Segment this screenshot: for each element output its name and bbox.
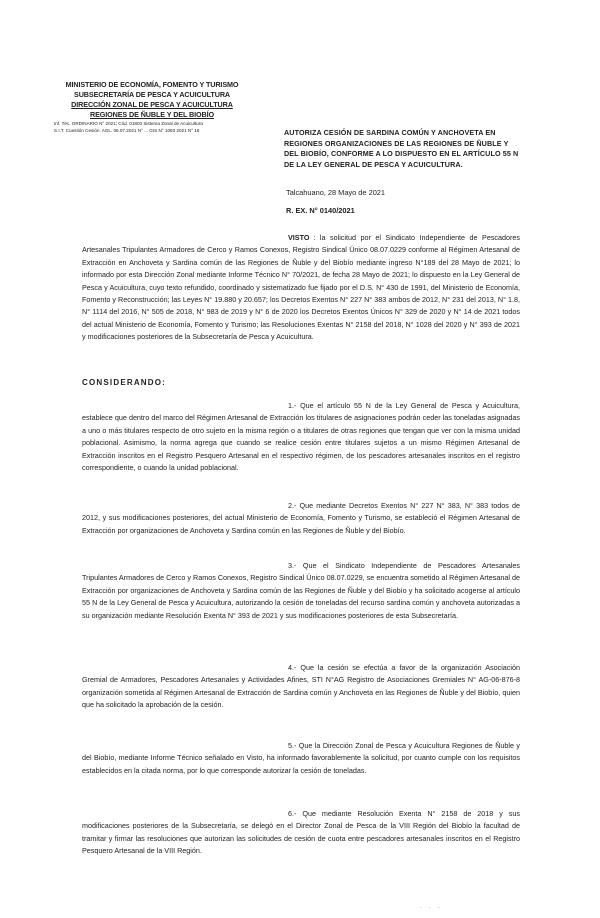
ministry-line: MINISTERIO DE ECONOMÍA, FOMENTO Y TURISMO bbox=[65, 80, 239, 89]
regiones-line: REGIONES DE ÑUBLE Y DEL BIOBÍO bbox=[89, 110, 214, 119]
considerando-paragraph-2: 2.- Que mediante Decretos Exentos N° 227 N° 383, N° 383 todos de 2012, y sus modificaciones posteriores, del actual Ministerio de Economía, Fomento y Turismo, se estableció el Régimen Artesanal de Extracción por organizaciones de Anchoveta y Sardina común en las Regiones de Ñuble y del Biobío. bbox=[82, 501, 520, 535]
considerando-paragraph-1: 1.- Que el artículo 55 N de la Ley General de Pesca y Acuicultura, establece que dentro del marco del Régimen Artesanal de Extracción los titulares de asignaciones podrán ceder las toneladas asignadas a uno o más titulares respecto de otro sujeto en la misma región o a titulares de otras regiones que tengan que ver con la misma unidad poblacional. Asimismo, la norma agrega que cuando se realice cesión entre titulares sujetos a un mismo Régimen Artesanal de Extracción inscritos en el Registro Pesquero Artesanal en el respectivo régimen, de los pescadores artesanales inscritos en el registro correspondiente, o cuando la unidad poblacional. bbox=[82, 401, 520, 473]
visto-label: VISTO bbox=[288, 233, 310, 242]
reference-line-2: S.I.T. Cuestión Cesión. AGL. 06.07.2021 N° ... GIS N° 1093 2021 N° 16 bbox=[54, 128, 200, 133]
resolution-number: R. EX. N° 0140/2021 bbox=[286, 206, 355, 215]
subsecretaria-line: SUBSECRETARÍA DE PESCA Y ACUICULTURA bbox=[74, 90, 230, 99]
considerando-paragraph-3: 3.- Que el Sindicato Independiente de Pescadores Artesanales Tripulantes Armadores de Cerco y Ramos Conexos, Registro Sindical Único 08.07.0229, se encuentra sometido al Régimen Artesanal de Extracción por organizaciones de Anchoveta y Sardina común de las Regiones de Ñuble y del Biobío y ha solicitado acogerse al artículo 55 N de la Ley General de Pesca y Acuicultura, autorizando la cesión de toneladas del recurso sardina común y anchoveta autorizadas a su organización mediante Resolución Exenta N° 393 de 2021 y sus modificaciones posteriores de esta Subsecretaría. bbox=[82, 561, 520, 620]
page-footer-marks: · · · bbox=[420, 905, 443, 911]
date-line: Talcahuano, 28 Mayo de 2021 bbox=[286, 188, 386, 197]
direccion-zonal-line: DIRECCIÓN ZONAL DE PESCA Y ACUICULTURA bbox=[71, 100, 233, 109]
visto-text: : la solicitud por el Sindicato Independiente de Pescadores Artesanales Tripulantes Armadores de Cerco y Ramos Conexos, Registro Sindical Único 08.07.0229 conforme al Régimen Artesanal de Extracción en Anchoveta y Sardina común de las Regiones de Ñuble y del Biobío mediante ingreso N°189 del 28 Mayo de 2021; lo informado por esta Dirección Zonal mediante Informe Técnico N° 70/2021, de fecha 28 Mayo de 2021; lo dispuesto en la Ley General de Pesca y Acuicultura, cuyo texto refundido, coordinado y sistematizado fue fijado por el D.S. N° 430 de 1991, del Ministerio de Economía, Fomento y Reconstrucción; las Leyes N° 19.880 y 20.657; los Decretos Exentos N° 227 N° 383 ambos de 2012, N° 231 del 2013, N° 1.8, N° 1114 del 2016, N° 505 de 2018, N° 983 de 2019 y N° 6 de 2020 los Decretos Exentos Únicos N° 329 de 2020 y N° 14 de 2021 todos del actual Ministerio de Economía, Fomento y Turismo; las Resoluciones Exentas N° 2158 del 2018, N° 1028 del 2020 y N° 393 de 2021 y modificaciones posteriores de la Subsecretaría de Pesca y Acuicultura. bbox=[82, 233, 520, 342]
considerando-paragraph-5: 5.- Que la Dirección Zonal de Pesca y Acuicultura Regiones de Ñuble y del Biobío, mediante Informe Técnico señalado en Visto, ha informado favorablemente la solicitud, por cuanto cumple con los requisitos establecidos en la citada norma, por lo que corresponde autorizar la cesión de toneladas. bbox=[82, 741, 520, 775]
considerando-paragraph-4: 4.- Que la cesión se efectúa a favor de la organización Asociación Gremial de Armadores, Pescadores Artesanales y Actividades Afines, STI N°AG Registro de Asociaciones Gremiales N° AG-06-876-8 organización sometida al Régimen Artesanal de Extracción de Sardina común y Anchoveta en las Regiones de Ñuble y del Biobío, quien que ha solicitado la aprobación de la cesión. bbox=[82, 663, 520, 710]
visto-paragraph bbox=[82, 232, 520, 344]
considerando-paragraph-6: 6.- Que mediante Resolución Exenta N° 2158 de 2018 y sus modificaciones posteriores de la Subsecretaría, se delegó en el Director Zonal de Pesca de la VIII Región del Biobío la facultad de tramitar y firmar las resoluciones que autorizan las solicitudes de cesión de cuota entre pescadores artesanales inscritos en el Registro Pesquero Artesanal de la VIII Región. bbox=[82, 809, 520, 856]
reference-line-1: Inf. Téc. ORDINARIO N° 2021; Cód. 01803 Sistema Zonal de Acuicultura bbox=[54, 121, 203, 126]
letterhead bbox=[54, 80, 242, 134]
resolution-subject: AUTORIZA CESIÓN DE SARDINA COMÚN Y ANCHOVETA EN REGIONES ORGANIZACIONES DE LAS REGIONES DE ÑUBLE Y DEL BIOBÍO, CONFORME A LO DISPUESTO EN EL ARTÍCULO 55 N DE LA LEY GENERAL DE PESCA Y ACUICULTURA. bbox=[284, 128, 519, 169]
considerando-heading: CONSIDERANDO: bbox=[82, 378, 167, 387]
